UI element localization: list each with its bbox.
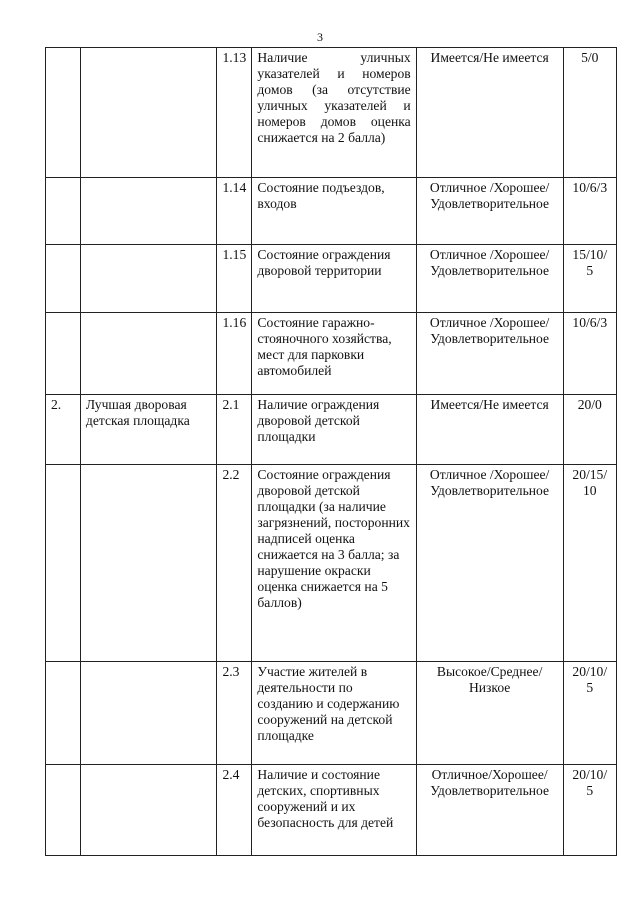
table-row [46,395,617,465]
table-row [46,465,617,662]
row-category [80,465,217,662]
criterion-code: 1.13 [217,48,252,178]
row-category [80,662,217,765]
criterion-code: 1.16 [217,313,252,395]
criterion-score: 10/6/3 [563,313,616,395]
criterion-text: Наличие ограждения дворовой детской площадки [252,395,416,465]
row-category: Лучшая дворовая детская площадка [80,395,217,465]
row-category [80,765,217,856]
criterion-value: Имеется/Не имеется [416,48,563,178]
criterion-code: 2.2 [217,465,252,662]
criterion-code: 2.4 [217,765,252,856]
criterion-text: Состояние подъездов, входов [252,178,416,245]
criterion-value: Имеется/Не имеется [416,395,563,465]
table-row [46,765,617,856]
table-row [46,662,617,765]
row-category [80,178,217,245]
criterion-text: Состояние ограждения дворовой детской площадки (за наличие загрязнений, посторонних надписей оценка снижается на 3 балла; за нарушение окраски оценка снижается на 5 баллов) [252,465,416,662]
table-row [46,313,617,395]
criterion-code: 1.15 [217,245,252,313]
row-number: 2. [46,395,81,465]
criterion-score: 15/10/ 5 [563,245,616,313]
criterion-text: Состояние ограждения дворовой территории [252,245,416,313]
criterion-text: Состояние гаражно-стояночного хозяйства, мест для парковки автомобилей [252,313,416,395]
criterion-code: 2.1 [217,395,252,465]
criterion-text: Наличие уличных указателей и номеров домов (за отсутствие уличных указателей и номеров домов оценка снижается на 2 балла) [252,48,416,178]
row-category [80,313,217,395]
criterion-value: Отличное /Хорошее/ Удовлетворительное [416,245,563,313]
criteria-table [45,47,617,856]
criterion-code: 2.3 [217,662,252,765]
criterion-score: 20/10/ 5 [563,662,616,765]
criterion-value: Отличное /Хорошее/ Удовлетворительное [416,178,563,245]
criterion-score: 20/15/ 10 [563,465,616,662]
criterion-text: Наличие и состояние детских, спортивных сооружений и их безопасность для детей [252,765,416,856]
row-number [46,48,81,178]
row-category [80,245,217,313]
criterion-score: 20/0 [563,395,616,465]
table-row [46,178,617,245]
criterion-score: 20/10/ 5 [563,765,616,856]
criterion-score: 5/0 [563,48,616,178]
row-number [46,662,81,765]
table-row [46,245,617,313]
row-number [46,313,81,395]
row-number [46,765,81,856]
page-number: 3 [317,30,323,44]
criterion-score: 10/6/3 [563,178,616,245]
row-number [46,465,81,662]
row-number [46,245,81,313]
criterion-value: Высокое/Среднее/ Низкое [416,662,563,765]
row-category [80,48,217,178]
criterion-value: Отличное /Хорошее/ Удовлетворительное [416,465,563,662]
criterion-value: Отличное /Хорошее/ Удовлетворительное [416,313,563,395]
table-row [46,48,617,178]
criterion-code: 1.14 [217,178,252,245]
criterion-value: Отличное/Хорошее/ Удовлетворительное [416,765,563,856]
row-number [46,178,81,245]
criterion-text: Участие жителей в деятельности по созданию и содержанию сооружений на детской площадке [252,662,416,765]
